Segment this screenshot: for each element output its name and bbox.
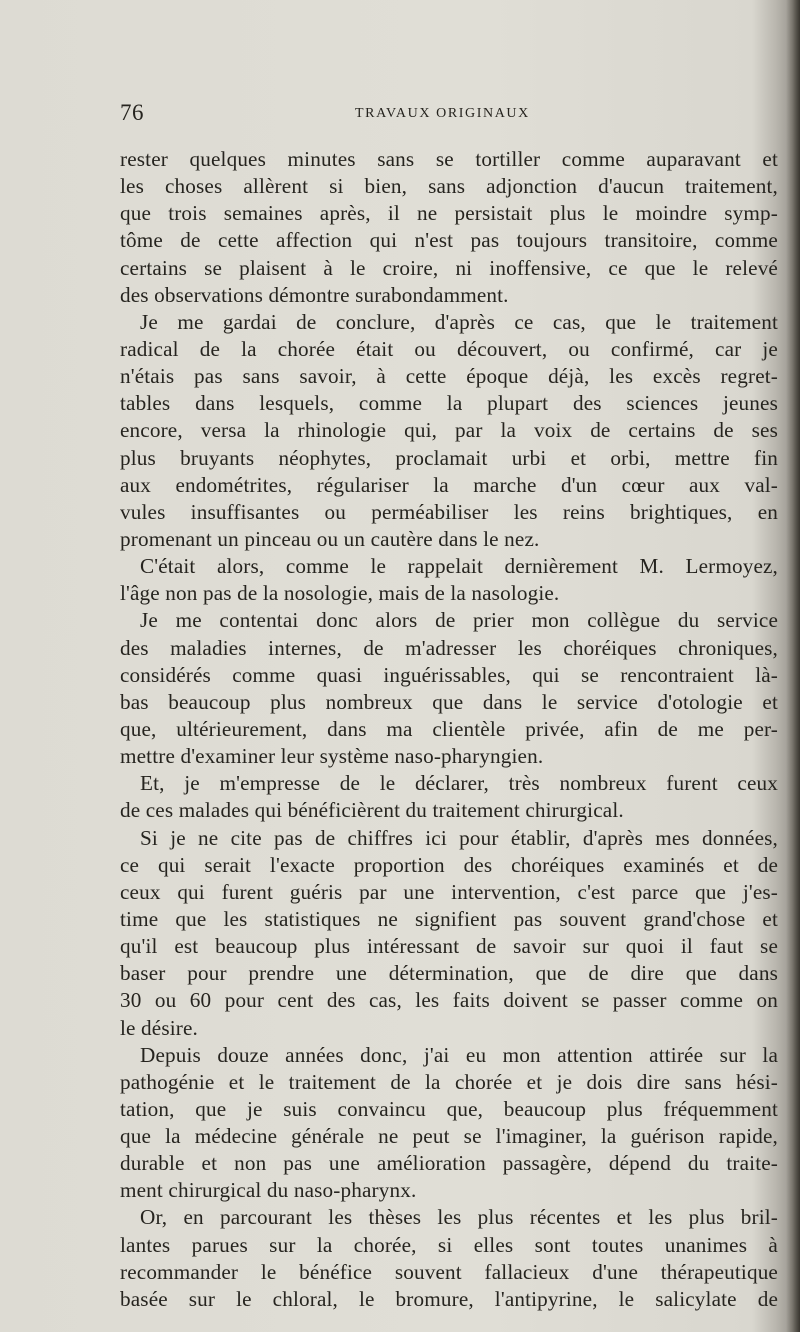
text-line: plus bruyants néophytes, proclamait urbi et orbi, mettre fin [120, 445, 778, 470]
text-line: des maladies internes, de m'adresser les choréiques chroniques, [120, 635, 778, 660]
text-line: n'étais pas sans savoir, à cette époque déjà, les excès regret- [120, 364, 778, 389]
page-number: 76 [120, 100, 144, 125]
text-line: vules insuffisantes ou perméabiliser les reins brightiques, en [120, 499, 778, 524]
text-line: bas beaucoup plus nombreux que dans le service d'otologie et [120, 689, 778, 714]
text-line: pathogénie et le traitement de la chorée et je dois dire sans hési- [120, 1069, 778, 1094]
text-line: tôme de cette affection qui n'est pas toujours transitoire, comme [120, 228, 778, 253]
text-line: certains se plaisent à le croire, ni inoffensive, ce que le relevé [120, 255, 778, 280]
text-line: les choses allèrent si bien, sans adjonction d'aucun traitement, [120, 174, 778, 199]
text-line: lantes parues sur la chorée, si elles sont toutes unanimes à [120, 1232, 778, 1257]
text-line: durable et non pas une amélioration passagère, dépend du traite- [120, 1151, 778, 1176]
text-line: aux endométrites, régulariser la marche d'un cœur aux val- [120, 472, 778, 497]
text-line: Depuis douze années donc, j'ai eu mon attention attirée sur la [140, 1042, 778, 1067]
text-line: Si je ne cite pas de chiffres ici pour établir, d'après mes données, [140, 825, 778, 850]
text-line: Or, en parcourant les thèses les plus récentes et les plus bril- [140, 1205, 778, 1230]
text-line: que, ultérieurement, dans ma clientèle privée, afin de me per- [120, 716, 778, 741]
text-line: basée sur le chloral, le bromure, l'antipyrine, le salicylate de [120, 1286, 778, 1311]
text-line: Je me gardai de conclure, d'après ce cas, que le traitement [140, 309, 778, 334]
text-line: que la médecine générale ne peut se l'imaginer, la guérison rapide, [120, 1124, 778, 1149]
text-line: baser pour prendre une détermination, que de dire que dans [120, 961, 778, 986]
body-text [120, 146, 778, 1313]
text-line: tables dans lesquels, comme la plupart des sciences jeunes [120, 391, 778, 416]
text-line: encore, versa la rhinologie qui, par la voix de certains de ses [120, 418, 778, 443]
text-line: radical de la chorée était ou découvert, ou confirmé, car je [120, 336, 778, 361]
text-line: qu'il est beaucoup plus intéressant de savoir sur quoi il faut se [120, 934, 778, 959]
text-line: promenant un pinceau ou un cautère dans le nez. [120, 526, 540, 551]
text-line: recommander le bénéfice souvent fallacieux d'une thérapeutique [120, 1259, 778, 1284]
running-head [120, 100, 780, 130]
text-line: ceux qui furent guéris par une intervention, c'est parce que j'es- [120, 879, 778, 904]
text-line: tation, que je suis convaincu que, beaucoup plus fréquemment [120, 1096, 778, 1121]
text-line: le désire. [120, 1015, 198, 1040]
running-head-title: TRAVAUX ORIGINAUX [355, 106, 530, 121]
page-gutter-shadow [786, 0, 800, 1332]
text-line: 30 ou 60 pour cent des cas, les faits doivent se passer comme on [120, 988, 778, 1013]
text-line: rester quelques minutes sans se tortiller comme auparavant et [120, 147, 778, 171]
text-line: ce qui serait l'exacte proportion des choréiques examinés et de [120, 852, 778, 877]
text-line: des observations démontre surabondamment. [120, 282, 509, 307]
text-line: l'âge non pas de la nosologie, mais de la nasologie. [120, 581, 560, 606]
text-line: Je me contentai donc alors de prier mon collègue du service [140, 608, 778, 633]
text-line: mettre d'examiner leur système naso-pharyngien. [120, 744, 544, 769]
text-line: Et, je m'empresse de le déclarer, très nombreux furent ceux [140, 771, 778, 796]
text-line: C'était alors, comme le rappelait dernièrement M. Lermoyez, [140, 554, 778, 579]
text-line: de ces malades qui bénéficièrent du traitement chirurgical. [120, 798, 624, 823]
text-line: ment chirurgical du naso-pharynx. [120, 1178, 417, 1203]
text-line: considérés comme quasi inguérissables, qui se rencontraient là- [120, 662, 778, 687]
text-line: que trois semaines après, il ne persistait plus le moindre symp- [120, 201, 778, 226]
text-line: time que les statistiques ne signifient pas souvent grand'chose et [120, 906, 778, 931]
